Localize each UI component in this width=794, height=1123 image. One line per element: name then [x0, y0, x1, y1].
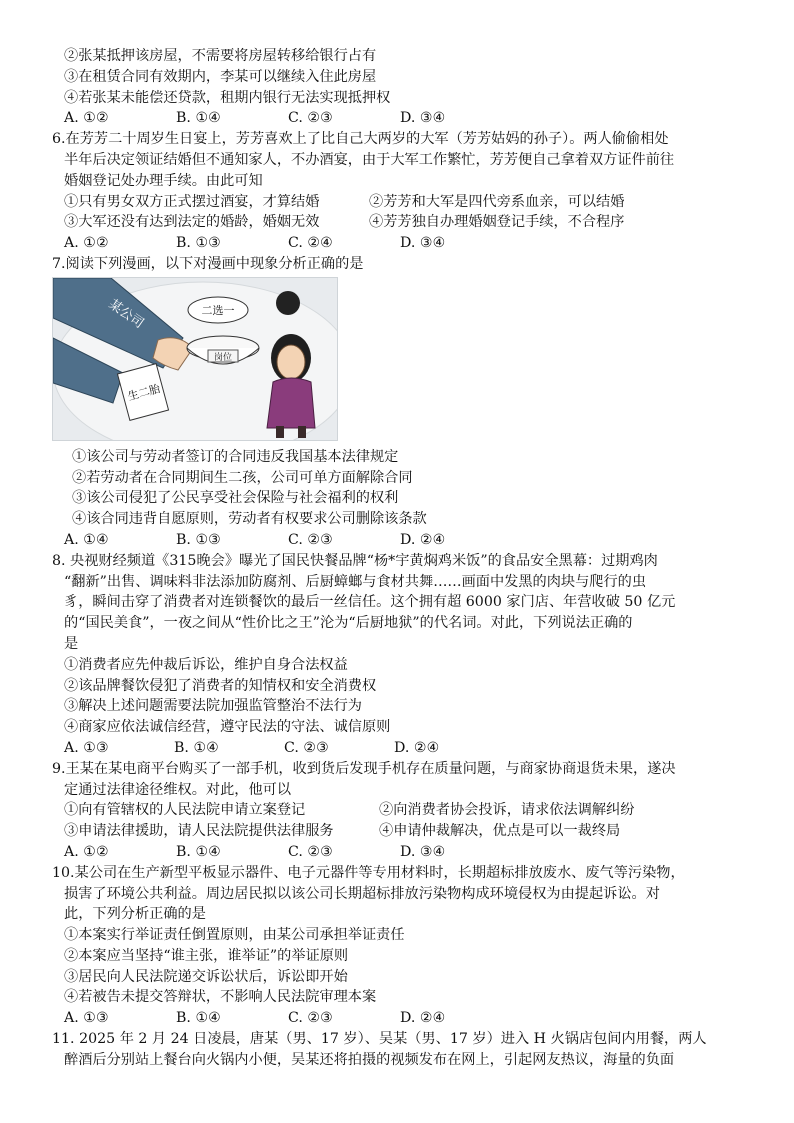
choice-b: B. ①③: [176, 235, 221, 252]
choice-a: A. ①②: [64, 235, 109, 252]
q6-options-row-1: [52, 192, 754, 213]
bowl-label: 岗位: [213, 351, 233, 362]
choice-b: B. ①④: [174, 739, 219, 756]
choice-a: A. ①②: [64, 110, 109, 127]
q10-option-2: ②本案应当坚持“谁主张，谁举证”的举证原则: [64, 947, 349, 964]
choice-b: B. ①④: [176, 110, 221, 127]
q9-option-2: ②向消费者协会投诉，请求依法调解纠纷: [379, 802, 635, 819]
choice-c: C. ②③: [284, 739, 329, 756]
q7-cartoon-image: [52, 277, 338, 441]
q8-choices: [52, 738, 754, 759]
q9-choices: [52, 842, 754, 863]
q7-option-3: ③该公司侵犯了公民享受社会保险与社会福利的权利: [72, 490, 399, 507]
choice-b: B. ①④: [176, 1010, 221, 1027]
q8-stem-line-3: 豸，瞬间击穿了消费者对连锁餐饮的最后一丝信任。这个拥有超 6000 家门店、年营收破 50 亿元: [64, 594, 676, 611]
q6-option-4: ④芳芳独自办理婚姻登记手续，不合程序: [369, 214, 625, 231]
q6-option-1: ①只有男女双方正式摆过酒宴，才算结婚: [64, 193, 320, 210]
q7-choices: [52, 530, 754, 551]
q7-option-4: ④该合同违背自愿原则，劳动者有权要求公司删除该条款: [72, 511, 427, 528]
choice-b: B. ①④: [176, 843, 221, 860]
choice-d: D. ②④: [394, 739, 440, 756]
choice-a: A. ①③: [64, 739, 109, 756]
q8-stem-line-5: 是: [64, 635, 79, 652]
q6-stem-line-1: 6.在芳芳二十周岁生日宴上，芳芳喜欢上了比自己大两岁的大军（芳芳姑妈的孙子）。两人偷偷相处: [52, 131, 669, 148]
q9-stem-line-2: 定通过法律途径维权。对此，他可以: [64, 781, 292, 798]
q8-stem-line-4: 的“国民美食”，一夜之间从“性价比之王”沦为“后厨地狱”的代名词。对此，下列说法正确的: [64, 615, 633, 632]
q8-option-2: ②该品牌餐饮侵犯了消费者的知情权和安全消费权: [64, 677, 377, 694]
choice-a: A. ①④: [64, 531, 109, 548]
q9-option-3: ③申请法律援助，请人民法院提供法律服务: [64, 823, 334, 840]
choice-d: D. ③④: [400, 235, 446, 252]
q6-choices: [52, 233, 754, 254]
q10-option-4: ④若被告未提交答辩状，不影响人民法院审理本案: [64, 989, 377, 1006]
q11-stem-line-2: 醉酒后分别站上餐台向火锅内小便，吴某还将拍摄的视频发布在网上，引起网友热议，海量的负面: [64, 1051, 675, 1068]
q6-options-row-2: [52, 212, 754, 233]
q9-stem-line-1: 9.王某在某电商平台购买了一部手机，收到货后发现手机存在质量问题，与商家协商退货未果，遂决: [52, 760, 676, 777]
choice-c: C. ②③: [288, 110, 333, 127]
q6-option-2: ②芳芳和大军是四代旁系血亲，可以结婚: [369, 193, 625, 210]
q6-option-3: ③大军还没有达到法定的婚龄，婚姻无效: [64, 214, 320, 231]
q11-stem-line-1: 11. 2025 年 2 月 24 日凌晨，唐某（男、17 岁）、吴某（男、17 岁）进入 H 火锅店包间内用餐，两人: [52, 1031, 707, 1048]
q6-stem-line-3: 婚姻登记处办理手续。由此可知: [64, 172, 263, 189]
q5-option-3: ③在租赁合同有效期内，李某可以继续入住此房屋: [64, 68, 377, 85]
bubble-label: 二选一: [201, 304, 235, 317]
choice-a: A. ①③: [64, 1010, 109, 1027]
q10-option-3: ③居民向人民法院递交诉讼状后，诉讼即开始: [64, 968, 348, 985]
q9-options-row-2: [52, 821, 754, 842]
choice-d: D. ②④: [400, 1010, 446, 1027]
q9-options-row-1: [52, 800, 754, 821]
q8-option-3: ③解决上述问题需要法院加强监管整治不法行为: [64, 698, 362, 715]
q9-option-1: ①向有管辖权的人民法院申请立案登记: [64, 802, 306, 819]
sleeve-label: 某公司: [106, 295, 147, 331]
q9-option-4: ④申请仲裁解决，优点是可以一裁终局: [379, 823, 621, 840]
choice-c: C. ②③: [288, 531, 333, 548]
q8-option-4: ④商家应依法诚信经营，遵守民法的守法、诚信原则: [64, 719, 391, 736]
q10-stem-line-1: 10.某公司在生产新型平板显示器件、电子元器件等专用材料时，长期超标排放废水、废气等污染物，: [52, 864, 685, 881]
q7-option-2: ②若劳动者在合同期间生二孩，公司可单方面解除合同: [72, 469, 413, 486]
choice-c: C. ②③: [288, 843, 333, 860]
choice-b: B. ①③: [176, 531, 221, 548]
choice-c: C. ②④: [288, 235, 333, 252]
q8-option-1: ①消费者应先仲裁后诉讼，维护自身合法权益: [64, 656, 348, 673]
choice-d: D. ③④: [400, 843, 446, 860]
q10-choices: [52, 1008, 754, 1029]
q7-option-1: ①该公司与劳动者签订的合同违反我国基本法律规定: [72, 448, 399, 465]
q7-stem: 7.阅读下列漫画，以下对漫画中现象分析正确的是: [52, 255, 364, 272]
q5-option-4: ④若张某未能偿还贷款，租期内银行无法实现抵押权: [64, 89, 391, 106]
q8-stem-line-2: “翻新”出售、调味料非法添加防腐剂、后厨蟑螂与食材共舞……画面中发黑的肉块与爬行的虫: [64, 573, 647, 590]
cartoon-illustration: [53, 278, 337, 440]
q10-stem-line-2: 损害了环境公共利益。周边居民拟以该公司长期超标排放污染物构成环境侵权为由提起诉讼。对: [64, 885, 660, 902]
q5-option-2: ②张某抵押该房屋，不需要将房屋转移给银行占有: [64, 48, 377, 64]
q5-choices: [52, 108, 754, 129]
q8-stem-line-1: 8. 央视财经频道《315晚会》曝光了国民快餐品牌“杨*宇黄焖鸡米饭”的食品安全黑幕：过期鸡肉: [52, 552, 658, 569]
choice-d: D. ②④: [400, 531, 446, 548]
paper-label: 生二胎: [126, 382, 162, 403]
choice-a: A. ①②: [64, 843, 109, 860]
choice-d: D. ③④: [400, 110, 446, 127]
q10-stem-line-3: 此，下列分析正确的是: [64, 906, 206, 923]
q10-option-1: ①本案实行举证责任倒置原则，由某公司承担举证责任: [64, 927, 405, 944]
choice-c: C. ②③: [288, 1010, 333, 1027]
q6-stem-line-2: 半年后决定领证结婚但不通知家人，不办酒宴，由于大军工作繁忙，芳芳便自己拿着双方证件前往: [64, 151, 675, 168]
